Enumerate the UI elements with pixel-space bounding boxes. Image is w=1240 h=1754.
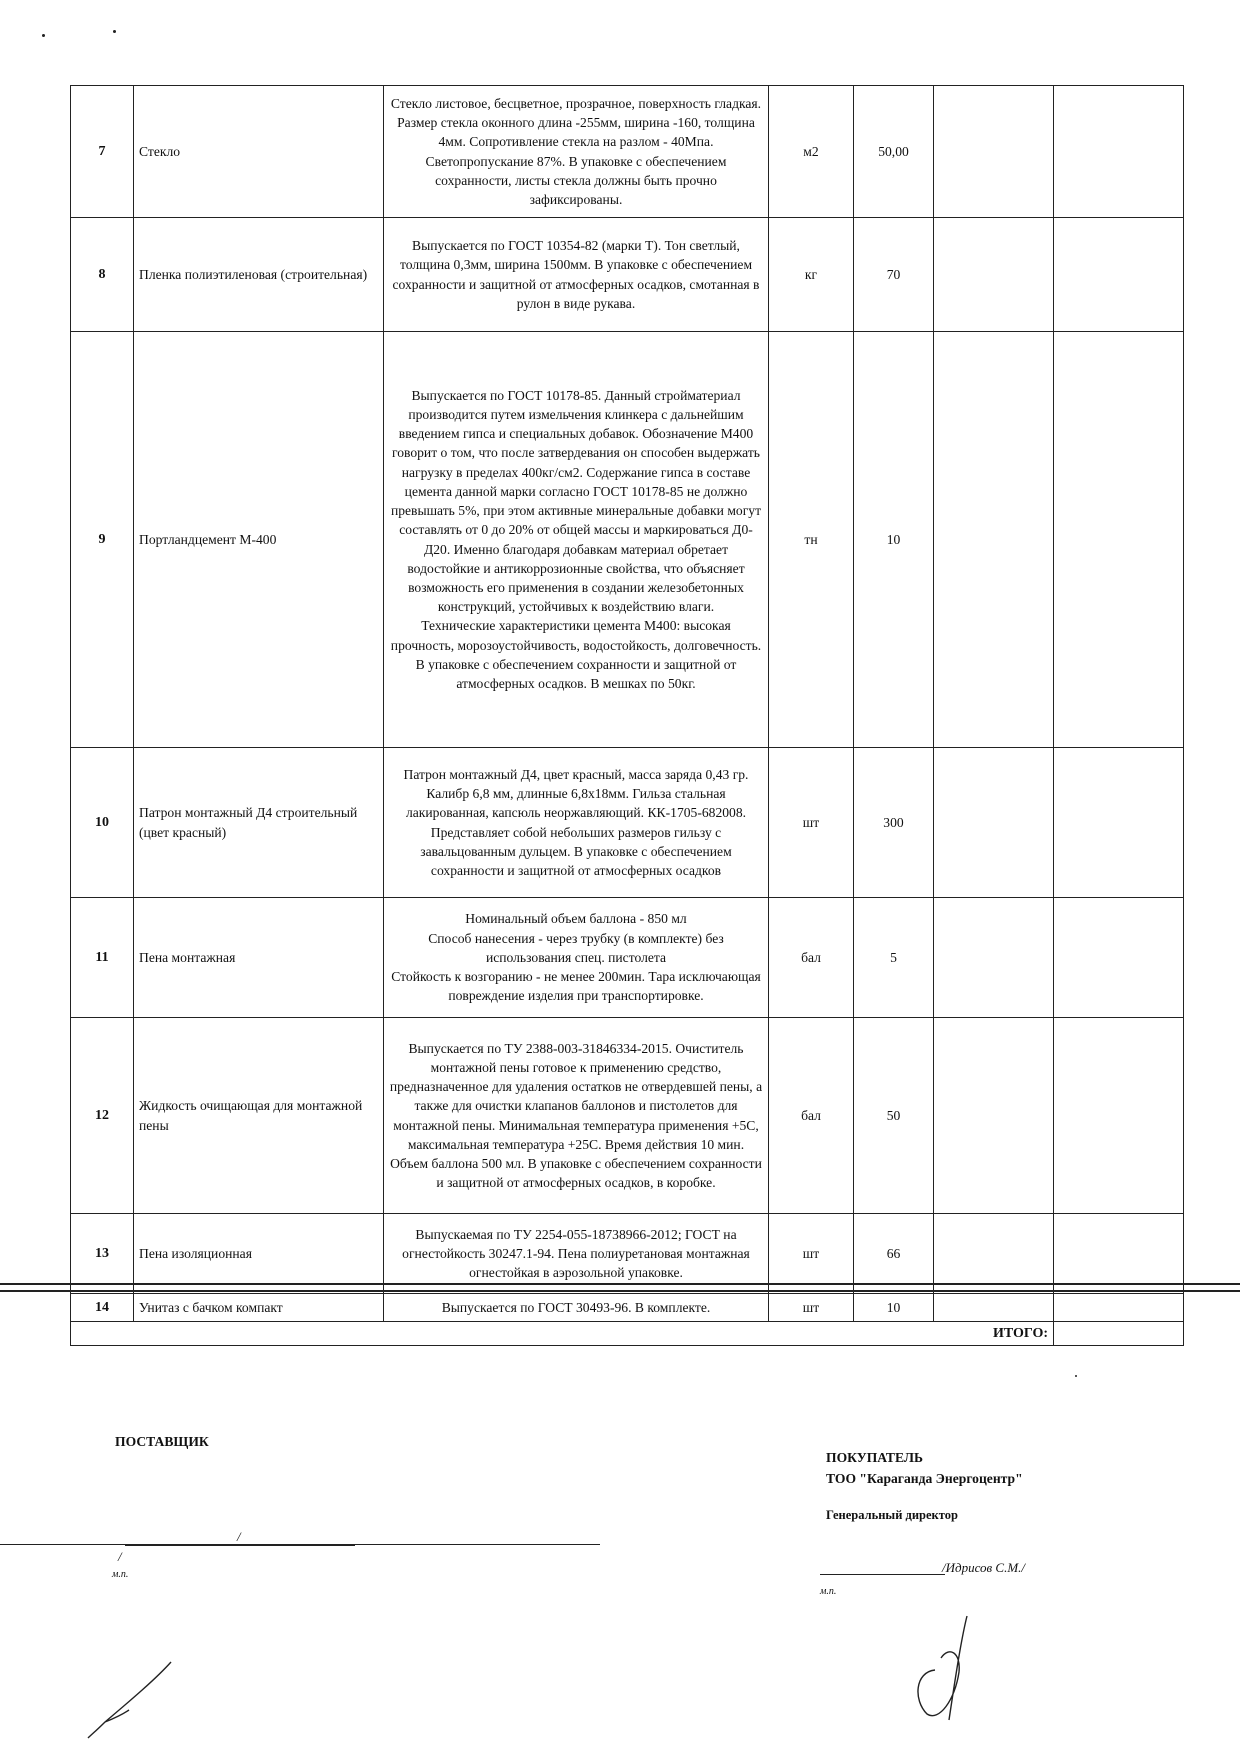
table-row	[71, 1214, 1184, 1294]
table-row	[71, 332, 1184, 748]
item-unit: кг	[769, 218, 854, 332]
price-cell	[934, 1294, 1054, 1322]
item-quantity: 10	[854, 332, 934, 748]
scan-speck	[42, 34, 45, 37]
item-name: Унитаз с бачком компакт	[134, 1294, 384, 1322]
item-name: Пена изоляционная	[134, 1214, 384, 1294]
buyer-stamp-label: м.п.	[820, 1586, 837, 1597]
item-description: Выпускается по ТУ 2388-003-31846334-2015. Очиститель монтажной пены готовое к применению средство, предназначенное для удаления остатков не отвердевшей пены, а также для очистки клапанов баллонов и пистолетов для монтажной пены. Минимальная температура применения +5С, максимальная температура +25С. Время действия 10 мин. Объем баллона 500 мл. В упаковке с обеспечением сохранности и защитной от атмосферных осадков, в коробке.	[384, 1018, 769, 1214]
buyer-position: Генеральный директор	[826, 1508, 958, 1522]
item-name: Патрон монтажный Д4 строительный (цвет красный)	[134, 748, 384, 898]
item-unit: бал	[769, 898, 854, 1018]
total-value	[1054, 1322, 1184, 1346]
scan-speck	[113, 30, 116, 33]
sum-cell	[1054, 86, 1184, 218]
item-unit: шт	[769, 748, 854, 898]
buyer-signature	[905, 1610, 995, 1730]
item-name: Пленка полиэтиленовая (строительная)	[134, 218, 384, 332]
item-unit: тн	[769, 332, 854, 748]
supplier-heading: ПОСТАВЩИК	[115, 1434, 209, 1449]
specification-table	[70, 85, 1184, 1346]
supplier-sign-slash: /	[237, 1529, 241, 1544]
price-cell	[934, 1214, 1054, 1294]
page-seam-line	[0, 1290, 1240, 1292]
item-unit: бал	[769, 1018, 854, 1214]
row-number: 13	[71, 1214, 134, 1294]
row-number: 10	[71, 748, 134, 898]
item-description: Патрон монтажный Д4, цвет красный, масса заряда 0,43 гр. Калибр 6,8 мм, длинные 6,8х18мм. Гильза стальная лакированная, капсюль неоржавляющий. КК-1705-682008. Представляет собой небольших размеров гильзу с завальцованным дульцем. В упаковке с обеспечением сохранности и защитной от атмосферных осадков	[384, 748, 769, 898]
sum-cell	[1054, 748, 1184, 898]
table-row	[71, 1018, 1184, 1214]
row-number: 12	[71, 1018, 134, 1214]
item-quantity: 5	[854, 898, 934, 1018]
item-quantity: 10	[854, 1294, 934, 1322]
item-description: Выпускается по ГОСТ 30493-96. В комплекте.	[384, 1294, 769, 1322]
row-number: 7	[71, 86, 134, 218]
sum-cell	[1054, 898, 1184, 1018]
item-unit: шт	[769, 1214, 854, 1294]
sum-cell	[1054, 1294, 1184, 1322]
item-name: Пена монтажная	[134, 898, 384, 1018]
sum-cell	[1054, 1018, 1184, 1214]
total-label: ИТОГО:	[71, 1322, 1054, 1346]
item-quantity: 50	[854, 1018, 934, 1214]
item-name: Стекло	[134, 86, 384, 218]
item-name: Портландцемент М-400	[134, 332, 384, 748]
scan-speck	[1075, 1375, 1077, 1377]
total-row	[71, 1322, 1184, 1346]
row-number: 9	[71, 332, 134, 748]
buyer-company: ТОО "Караганда Энергоцентр"	[826, 1471, 1023, 1486]
price-cell	[934, 748, 1054, 898]
sum-cell	[1054, 218, 1184, 332]
item-quantity: 70	[854, 218, 934, 332]
item-quantity: 300	[854, 748, 934, 898]
table-row	[71, 218, 1184, 332]
item-quantity: 66	[854, 1214, 934, 1294]
item-description: Выпускается по ГОСТ 10354-82 (марки Т). Тон светлый, толщина 0,3мм, ширина 1500мм. В упаковке с обеспечением сохранности и защитной от атмосферных осадков, смотанная в рулон в виде рукава.	[384, 218, 769, 332]
supplier-stamp-label: м.п.	[112, 1569, 129, 1580]
page-seam-line	[0, 1283, 1240, 1285]
price-cell	[934, 898, 1054, 1018]
table-row	[71, 898, 1184, 1018]
item-description: Номинальный объем баллона - 850 мл Способ нанесения - через трубку (в комплекте) без использования спец. пистолета Стойкость к возгоранию - не менее 200мин. Тара исключающая повреждение изделия при транспортировке.	[384, 898, 769, 1018]
item-unit: м2	[769, 86, 854, 218]
buyer-heading: ПОКУПАТЕЛЬ	[826, 1450, 923, 1465]
item-quantity: 50,00	[854, 86, 934, 218]
supplier-sign-slash: /	[118, 1549, 122, 1564]
table-row	[71, 1294, 1184, 1322]
item-description: Выпускаемая по ТУ 2254-055-18738966-2012; ГОСТ на огнестойкость 30247.1-94. Пена полиуретановая монтажная огнестойкая в аэрозольной упаковке.	[384, 1214, 769, 1294]
price-cell	[934, 86, 1054, 218]
buyer-signature-line	[820, 1574, 945, 1575]
item-description: Выпускается по ГОСТ 10178-85. Данный стройматериал производится путем измельчения клинкера с дальнейшим введением гипса и специальных добавок. Обозначение М400 говорит о том, что после затвердевания он способен выдержать нагрузку в пределах 400кг/см2. Содержание гипса в составе цемента данной марки согласно ГОСТ 10178-85 не должно превышать 5%, при этом активные минеральные добавки могут составлять от 0 до 20% от общей массы и маркироваться Д0-Д20. Именно благодаря добавкам материал обретает водостойкие и антикоррозионные свойства, что объясняет возможность его применения в создании железобетонных конструкций, устойчивых к воздействию влаги. Технические характеристики цемента М400: высокая прочность, морозоустойчивость, водостойкость, долговечность. В упаковке с обеспечением сохранности и защитной от атмосферных осадков. В мешках по 50кг.	[384, 332, 769, 748]
sum-cell	[1054, 1214, 1184, 1294]
item-description: Стекло листовое, бесцветное, прозрачное, поверхность гладкая. Размер стекла оконного длина -255мм, ширина -160, толщина 4мм. Сопротивление стекла на разлом - 40Мпа. Светопропускание 87%. В упаковке с обеспечением сохранности, листы стекла должны быть прочно зафиксированы.	[384, 86, 769, 218]
price-cell	[934, 218, 1054, 332]
buyer-signatory: /Идрисов С.М./	[942, 1560, 1026, 1575]
item-unit: шт	[769, 1294, 854, 1322]
row-number: 14	[71, 1294, 134, 1322]
table-row	[71, 748, 1184, 898]
supplier-signature-line	[125, 1545, 355, 1546]
sum-cell	[1054, 332, 1184, 748]
row-number: 8	[71, 218, 134, 332]
table-row	[71, 86, 1184, 218]
price-cell	[934, 1018, 1054, 1214]
supplier-signature	[85, 1660, 175, 1740]
price-cell	[934, 332, 1054, 748]
item-name: Жидкость очищающая для монтажной пены	[134, 1018, 384, 1214]
row-number: 11	[71, 898, 134, 1018]
